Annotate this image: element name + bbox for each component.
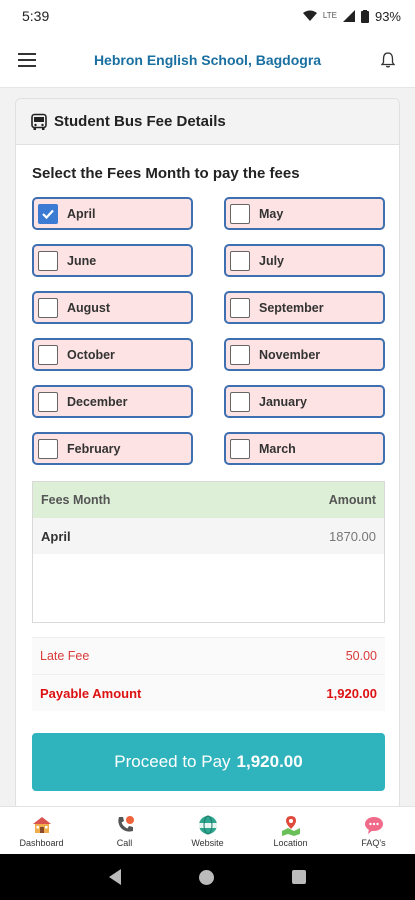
battery-icon (361, 10, 369, 23)
row-amount: 1870.00 (329, 528, 376, 544)
nav-dashboard[interactable] (0, 807, 83, 854)
month-checkbox[interactable] (230, 392, 250, 412)
month-option-february[interactable] (32, 432, 193, 465)
month-checkbox[interactable] (38, 204, 58, 224)
month-checkbox[interactable] (38, 345, 58, 365)
late-fee-label: Late Fee (40, 649, 90, 663)
checkmark-icon (41, 207, 55, 221)
month-label: November (259, 347, 321, 362)
battery-level: 93% (374, 8, 401, 24)
nav-call[interactable] (83, 807, 166, 854)
card-title: Student Bus Fee Details (54, 113, 226, 130)
payable-amount-value: 1,920.00 (326, 685, 377, 701)
month-label: December (67, 394, 128, 409)
bell-icon[interactable] (379, 51, 397, 69)
header-amount: Amount (328, 493, 376, 507)
month-option-august[interactable] (32, 291, 193, 324)
bottom-nav (0, 806, 415, 854)
month-checkbox[interactable] (230, 251, 250, 271)
payable-amount-row (32, 674, 385, 711)
bus-icon (30, 113, 48, 131)
late-fee-row (32, 637, 385, 674)
hamburger-menu-icon[interactable] (18, 53, 36, 67)
nav-label: Dashboard (19, 837, 64, 848)
month-checkbox[interactable] (230, 298, 250, 318)
month-label: April (67, 206, 96, 221)
pay-button-amount: 1,920.00 (236, 752, 303, 771)
month-option-april[interactable] (32, 197, 193, 230)
month-label: June (67, 253, 97, 268)
chat-icon (363, 814, 385, 836)
network-type: LTE (322, 11, 337, 20)
month-label: January (259, 394, 307, 409)
recent-apps-icon[interactable] (292, 870, 306, 884)
month-label: August (67, 300, 111, 315)
month-label: February (67, 441, 121, 456)
month-checkbox[interactable] (230, 204, 250, 224)
nav-label: Location (273, 837, 308, 848)
bus-fee-card (15, 98, 400, 810)
system-nav-bar (0, 854, 415, 900)
fee-table (32, 481, 385, 623)
home-icon[interactable] (199, 870, 214, 885)
month-checkbox[interactable] (38, 439, 58, 459)
fee-summary (32, 637, 385, 711)
nav-label: Call (116, 837, 133, 848)
month-label: July (259, 253, 285, 268)
month-option-march[interactable] (224, 432, 385, 465)
month-label: March (259, 441, 296, 456)
month-option-july[interactable] (224, 244, 385, 277)
school-title: Hebron English School, Bagdogra (93, 51, 322, 68)
globe-icon (197, 814, 219, 836)
nav-label: FAQ's (361, 837, 386, 848)
table-row (33, 518, 384, 554)
month-label: October (67, 347, 115, 362)
payable-amount-label: Payable Amount (40, 685, 142, 701)
status-time: 5:39 (22, 8, 50, 24)
month-option-may[interactable] (224, 197, 385, 230)
month-checkbox[interactable] (230, 439, 250, 459)
back-icon[interactable] (109, 869, 121, 885)
month-checkbox[interactable] (38, 251, 58, 271)
month-checkbox[interactable] (230, 345, 250, 365)
nav-label: Website (191, 837, 224, 848)
month-label: May (259, 206, 284, 221)
month-checkbox[interactable] (38, 392, 58, 412)
proceed-to-pay-button[interactable] (32, 733, 385, 791)
late-fee-value: 50.00 (345, 649, 377, 663)
signal-icon (343, 10, 355, 22)
card-header (16, 99, 399, 145)
month-option-december[interactable] (32, 385, 193, 418)
nav-location[interactable] (249, 807, 332, 854)
row-month: April (41, 528, 71, 544)
month-option-november[interactable] (224, 338, 385, 371)
fee-table-header (33, 482, 384, 518)
map-pin-icon (280, 814, 302, 836)
status-icons (303, 9, 401, 24)
month-checkbox[interactable] (38, 298, 58, 318)
month-option-june[interactable] (32, 244, 193, 277)
wifi-icon (303, 10, 317, 22)
pay-button-label: Proceed to Pay (114, 752, 231, 771)
header-fees-month: Fees Month (41, 493, 111, 507)
month-option-september[interactable] (224, 291, 385, 324)
month-option-january[interactable] (224, 385, 385, 418)
month-selector (32, 197, 385, 465)
status-bar (0, 0, 415, 32)
phone-icon (114, 814, 136, 836)
month-option-october[interactable] (32, 338, 193, 371)
nav-website[interactable] (166, 807, 249, 854)
month-label: September (259, 300, 324, 315)
instruction-text: Select the Fees Month to pay the fees (32, 165, 300, 182)
nav-faq[interactable] (332, 807, 415, 854)
app-bar (0, 32, 415, 88)
school-icon (31, 814, 53, 836)
